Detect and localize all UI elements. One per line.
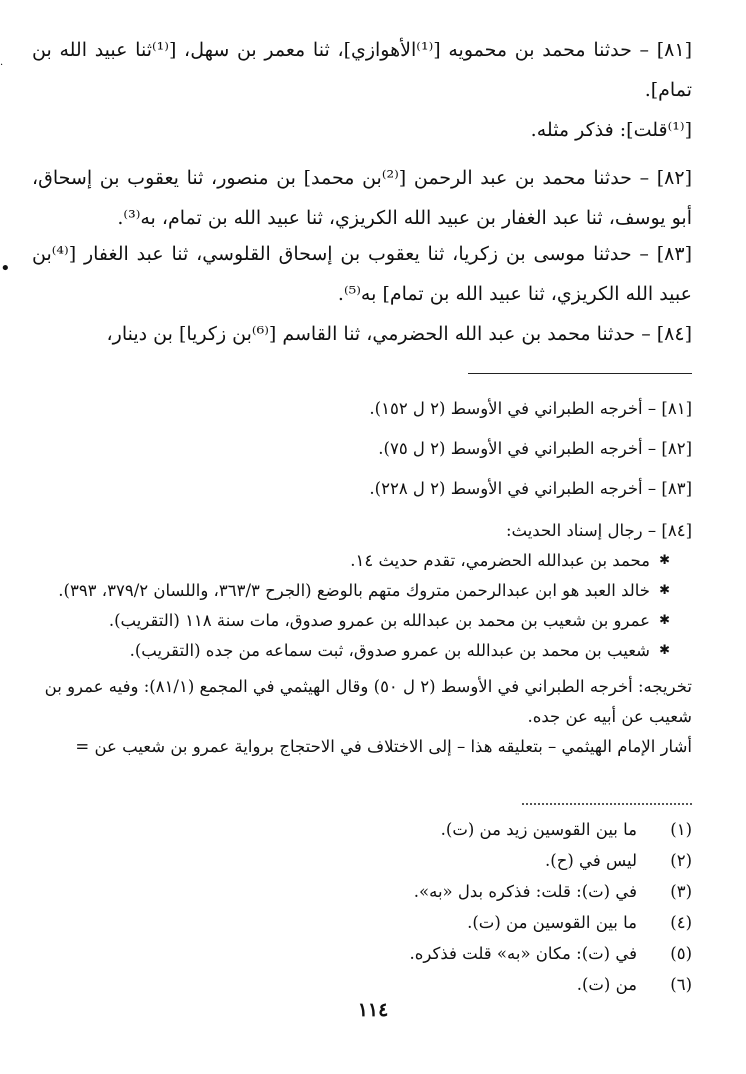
note-number: (٤) [670, 913, 692, 932]
narrator-bullet: ✱ عمرو بن شعيب بن محمد بن عبدالله بن عمرو صدوق، مات سنة ١١٨ (التقريب). [12, 606, 692, 636]
note-text: ما بين القوسين زيد من (ت). [440, 820, 637, 839]
paragraph-84: [٨٤] – حدثنا محمد بن عبد الله الحضرمي، ثنا القاسم [⁽⁶⁾بن زكريا] بن دينار، [106, 323, 692, 345]
page-number: ١١٤ [357, 999, 389, 1021]
footnote-82 [12, 434, 692, 464]
note-text: من (ت). [576, 975, 637, 994]
note-text: ما بين القوسين من (ت). [467, 913, 637, 932]
footnote-83 [12, 474, 692, 504]
paragraph-82: [٨٢] – حدثنا محمد بن عبد الرحمن [⁽²⁾بن محمد] بن منصور، ثنا يعقوب بن إسحاق، أبو يوسف، ثنا عبد الغفار بن عبيد الله الكريزي، ثنا عبيد الله بن تمام، به⁽³⁾. [32, 167, 692, 229]
paragraph-qult: [⁽¹⁾قلت]: فذكر مثله. [530, 119, 692, 141]
footnote-83-text: [٨٣] – أخرجه الطبراني في الأوسط (٢ ل ٢٢٨). [369, 479, 692, 498]
narrator-bullet: ✱ محمد بن عبدالله الحضرمي، تقدم حديث ١٤. [12, 546, 692, 576]
ishara-text: أشار الإمام الهيثمي – بتعليقه هذا – إلى الاختلاف في الاحتجاج برواية عمرو بن شعيب عن = [75, 737, 692, 756]
footnote-84 [12, 516, 692, 762]
note-number: (٢) [670, 851, 692, 870]
note-text: في (ت): مكان «به» قلت فذكره. [409, 944, 637, 963]
margin-dot-icon: • [0, 258, 11, 279]
notes-separator [522, 803, 692, 805]
hadith-81 [32, 30, 692, 110]
hadith-84 [32, 314, 692, 354]
note-text: في (ت): قلت: فذكره بدل «به». [413, 882, 637, 901]
note-item [52, 845, 692, 876]
narrator-bullet: ✱ شعيب بن محمد بن عبدالله بن عمرو صدوق، ثبت سماعه من جده (التقريب). [12, 636, 692, 666]
note-number: (٥) [670, 944, 692, 963]
narrator-bullet: ✱ خالد العبد هو ابن عبدالرحمن متروك متهم بالوضع (الجرح ٣٦٣/٣، واللسان ٣٧٩/٢، ٣٩٣). [12, 576, 692, 606]
note-number: (٣) [670, 882, 692, 901]
qult-line [32, 110, 692, 150]
paragraph-81: [٨١] – حدثنا محمد بن محمويه [⁽¹⁾الأهوازي]، ثنا معمر بن سهل، [⁽¹⁾ثنا عبيد الله بن تمام]. [32, 39, 693, 101]
footnote-81-text: [٨١] – أخرجه الطبراني في الأوسط (٢ ل ١٥٢). [369, 399, 692, 418]
note-item [52, 814, 692, 845]
footnote-81 [12, 394, 692, 424]
footnote-82-text: [٨٢] – أخرجه الطبراني في الأوسط (٢ ل ٧٥). [378, 439, 692, 458]
note-item [52, 876, 692, 907]
hadith-83 [32, 234, 692, 314]
hadith-82 [32, 158, 692, 238]
note-item [52, 938, 692, 969]
note-number: (١) [670, 820, 692, 839]
variant-notes [52, 814, 692, 1000]
note-item [52, 969, 692, 1000]
paragraph-83: [٨٣] – حدثنا موسى بن زكريا، ثنا يعقوب بن إسحاق القلوسي، ثنا عبد الغفار [⁽⁴⁾بن عبيد الله الكريزي، ثنا عبيد الله بن تمام] به⁽⁵⁾. [32, 243, 692, 305]
note-number: (٦) [670, 975, 692, 994]
note-item [52, 907, 692, 938]
footnote-separator [468, 373, 692, 374]
takhrij-text: تخريجه: أخرجه الطبراني في الأوسط (٢ ل ٥٠) وقال الهيثمي في المجمع (٨١/١): وفيه عمرو بن شعيب عن أبيه عن جده. [44, 677, 692, 726]
margin-tick-icon: · [0, 60, 4, 71]
note-text: ليس في (ح). [545, 851, 637, 870]
footnote-84-head: [٨٤] – رجال إسناد الحديث: [505, 521, 692, 540]
